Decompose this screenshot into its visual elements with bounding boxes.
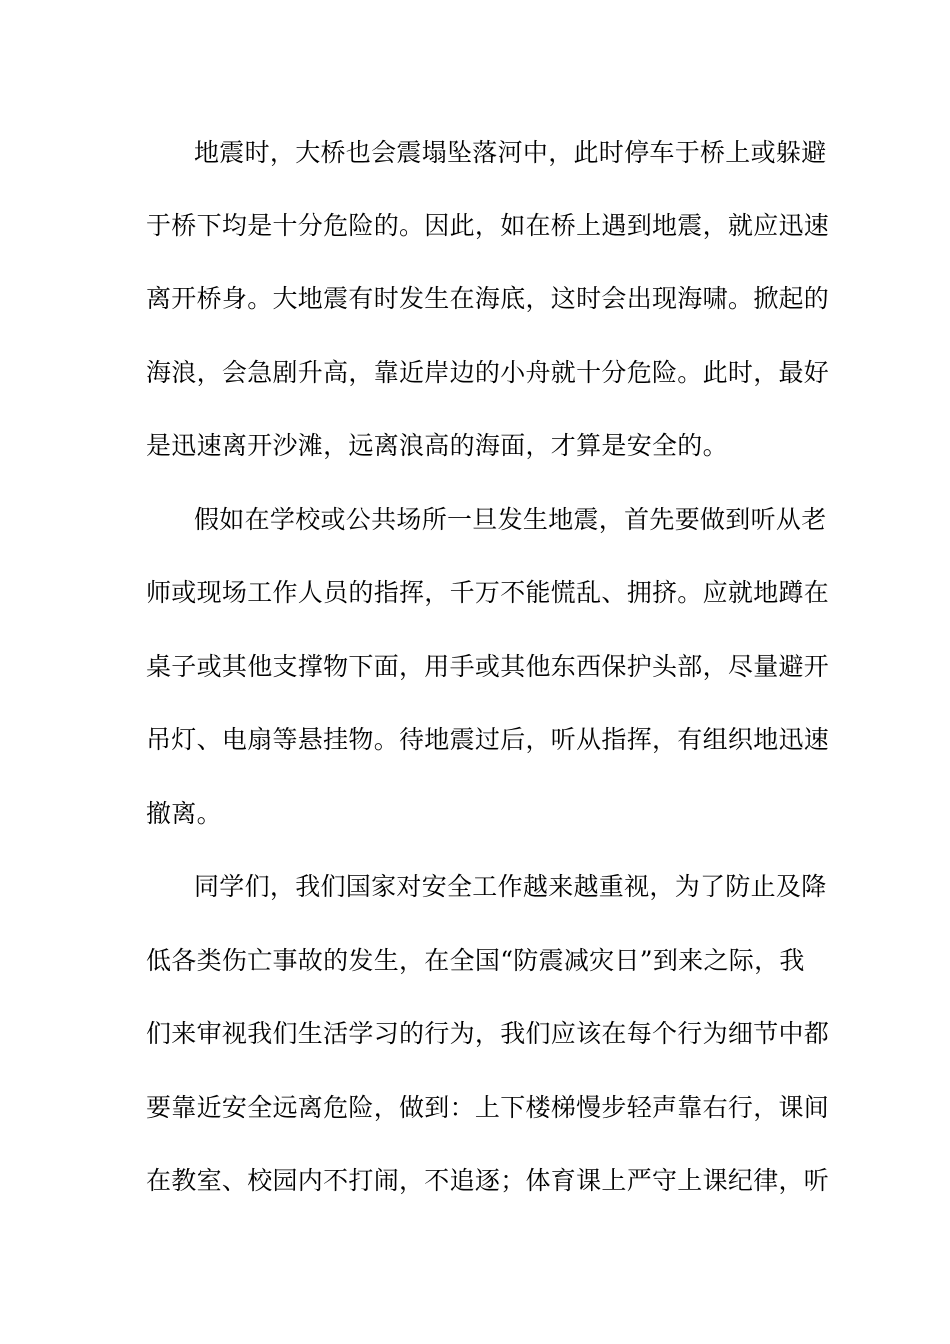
paragraph-line: 吊灯、电扇等悬挂物。待地震过后，听从指挥，有组织地迅速 [146, 725, 830, 754]
paragraph-line: 离开桥身。大地震有时发生在海底，这时会出现海啸。掀起的 [146, 284, 830, 313]
paragraph-line: 们来审视我们生活学习的行为，我们应该在每个行为细节中都 [146, 1019, 830, 1048]
paragraph-line: 在教室、校园内不打闹，不追逐；体育课上严守上课纪律，听 [146, 1166, 830, 1195]
paragraph-line: 海浪，会急剧升高，靠近岸边的小舟就十分危险。此时，最好 [146, 358, 830, 387]
paragraph-line: 地震时，大桥也会震塌坠落河中，此时停车于桥上或躲避 [194, 138, 827, 167]
paragraph-line: 师或现场工作人员的指挥，千万不能慌乱、拥挤。应就地蹲在 [146, 578, 830, 607]
paragraph-line: 桌子或其他支撑物下面，用手或其他东西保护头部，尽量避开 [146, 652, 830, 681]
paragraph-line: 同学们，我们国家对安全工作越来越重视，为了防止及降 [194, 872, 827, 901]
paragraph-line: 于桥下均是十分危险的。因此，如在桥上遇到地震，就应迅速 [146, 211, 830, 240]
paragraph-line: 撤离。 [146, 799, 222, 828]
paragraph-line: 要靠近安全远离危险，做到：上下楼梯慢步轻声靠右行，课间 [146, 1093, 830, 1122]
paragraph-line: 低各类伤亡事故的发生，在全国“防震减灾日”到来之际，我 [146, 946, 805, 975]
paragraph-line: 假如在学校或公共场所一旦发生地震，首先要做到听从老 [194, 505, 827, 534]
paragraph-line: 是迅速离开沙滩，远离浪高的海面，才算是安全的。 [146, 431, 728, 460]
